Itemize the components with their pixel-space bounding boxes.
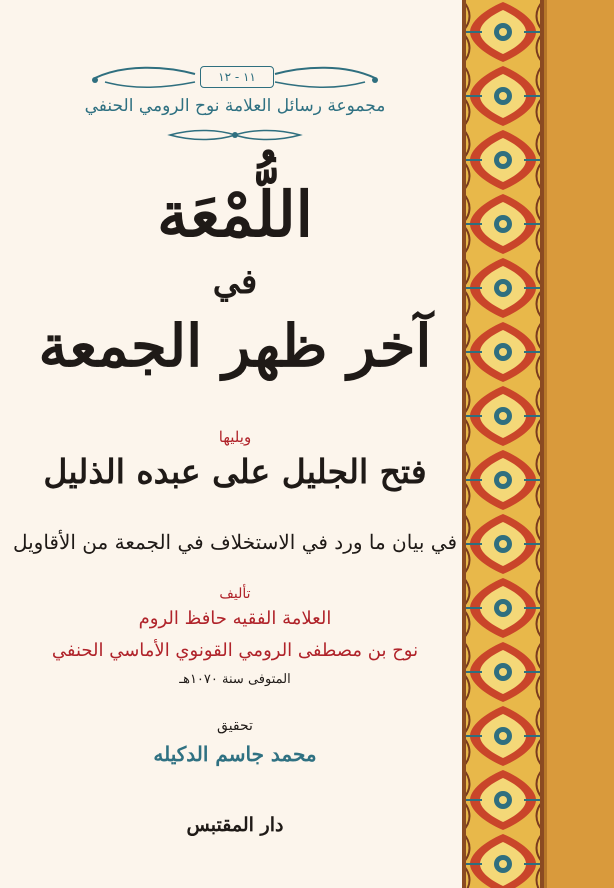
authored-label: تأليف <box>219 586 251 602</box>
second-title: فتح الجليل على عبده الذليل <box>43 452 427 491</box>
book-spine <box>544 0 614 888</box>
author-title: العلامة الفقيه حافظ الروم <box>138 608 332 629</box>
author-name: نوح بن مصطفى الرومي القونوي الأماسي الحنفي <box>51 640 419 661</box>
volume-number: ١١ - ١٢ <box>200 66 274 88</box>
series-title: مجموعة رسائل العلامة نوح الرومي الحنفي <box>84 96 386 116</box>
main-title-line2: في <box>212 262 258 302</box>
followed-by-label: ويليها <box>218 428 252 446</box>
main-title-line3: آخر ظهر الجمعة <box>38 312 432 380</box>
author-death-date: المتوفى سنة ١٠٧٠هـ <box>179 672 291 687</box>
arabesque-border <box>462 0 544 888</box>
divider-ornament <box>160 126 310 144</box>
spine-edge <box>544 0 547 888</box>
second-subtitle: في بيان ما ورد في الاستخلاف في الجمعة من الأقاويل <box>12 530 458 554</box>
editor-name: محمد جاسم الدكيله <box>153 742 317 766</box>
publisher-name: دار المقتبس <box>186 814 284 836</box>
main-title-line1: اللُّمْعَة <box>157 178 313 251</box>
edited-label: تحقيق <box>217 718 253 734</box>
